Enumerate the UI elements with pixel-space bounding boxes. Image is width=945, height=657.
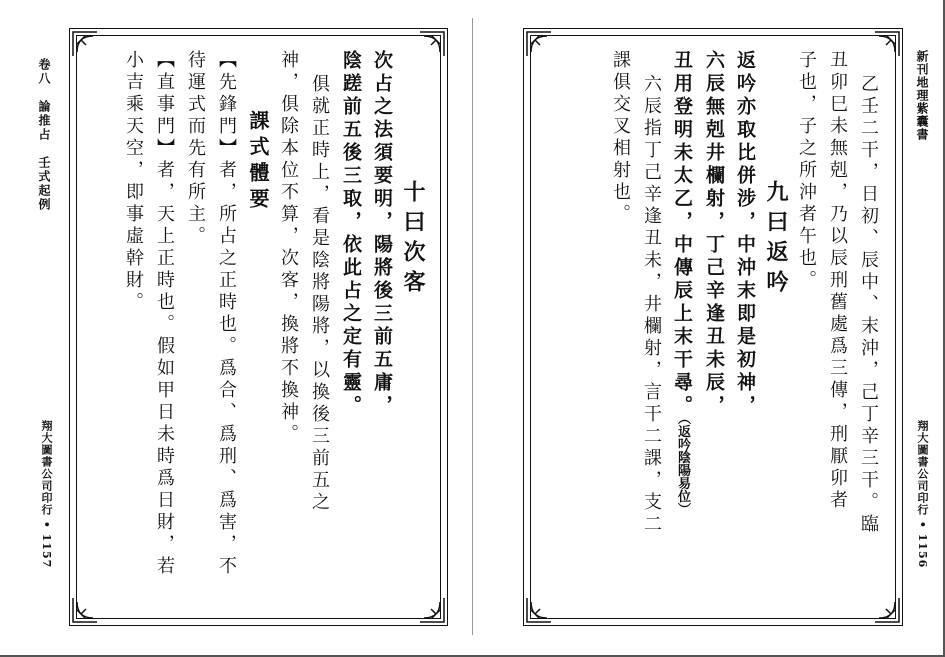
text-column [180, 50, 211, 610]
column-text: 子也，子之所沖者午也。 [796, 50, 817, 292]
ornament-icon [71, 596, 99, 624]
text-column [822, 50, 853, 610]
column-text: 六辰指丁己辛逢丑未，井欄射，言干二課，支二 [641, 74, 662, 536]
text-column [760, 50, 791, 610]
column-text: 次占之法須要明，陽將後三前五庸， [371, 50, 393, 418]
text-column [149, 50, 180, 610]
text-column [304, 50, 335, 610]
column-text: 乙壬二干，日初、辰中、末沖，己丁辛三干。臨 [858, 74, 879, 536]
text-column [667, 50, 698, 610]
text-column [698, 50, 729, 610]
text-column [397, 50, 428, 610]
text-column [853, 50, 884, 610]
column-text: 神，俱除本位不算，次客，換將不換神。 [278, 50, 299, 446]
text-column [211, 50, 242, 610]
text-column [118, 50, 149, 610]
column-text: 返吟亦取比併涉，中沖末即是初神， [734, 50, 756, 418]
text-column [636, 50, 667, 610]
text-column [366, 50, 397, 610]
text-column [242, 50, 273, 610]
column-text: 十曰次客 [400, 180, 426, 300]
column-text: 俱就正時上，看是陰將陽將，以換後三前五之 [309, 74, 330, 514]
running-head: 新刊地理紫囊書 [915, 50, 929, 141]
text-column [791, 50, 822, 610]
left-body-text [118, 50, 428, 610]
column-text: 六辰無剋井欄射，丁己辛逢丑未辰， [703, 50, 725, 418]
column-text: 待運式而先有所主。 [185, 50, 206, 248]
column-text: 課式體要 [246, 110, 270, 214]
column-text: 課俱交叉相射也。 [610, 50, 631, 226]
ornament-icon [525, 30, 553, 58]
text-column [273, 50, 304, 610]
text-column [605, 50, 636, 610]
running-head: 卷八 論推占 壬式起例 [37, 58, 51, 212]
column-text: 九曰返吟 [763, 180, 789, 300]
text-column [335, 50, 366, 610]
column-text: 丑卯巳未無剋，乃以辰刑舊處爲三傳，刑厭卯者 [827, 50, 848, 512]
inline-note: （返吟陰陽易位） [675, 418, 690, 516]
ornament-icon [525, 596, 553, 624]
ornament-icon [71, 30, 99, 58]
column-text: 小吉乘天空，即事虛幹財。 [123, 50, 144, 314]
text-column [729, 50, 760, 610]
column-text: 【先鋒門】者，所占之正時也。爲合、爲刑、爲害，不 [216, 50, 237, 578]
page-footer: 翔大圖書公司印行 • 1156 [916, 420, 929, 569]
page-footer: 翔大圖書公司印行 • 1157 [40, 420, 53, 569]
right-body-text [605, 50, 884, 610]
gutter-divider [472, 18, 473, 635]
column-text: 丑用登明未太乙，中傳辰上末干尋。 [671, 50, 693, 418]
column-text: 【直事門】者，天上正時也。假如甲日未時爲日財，若 [154, 50, 175, 578]
column-text: 陰蹉前五後三取，依此占之定有靈。 [340, 50, 362, 418]
